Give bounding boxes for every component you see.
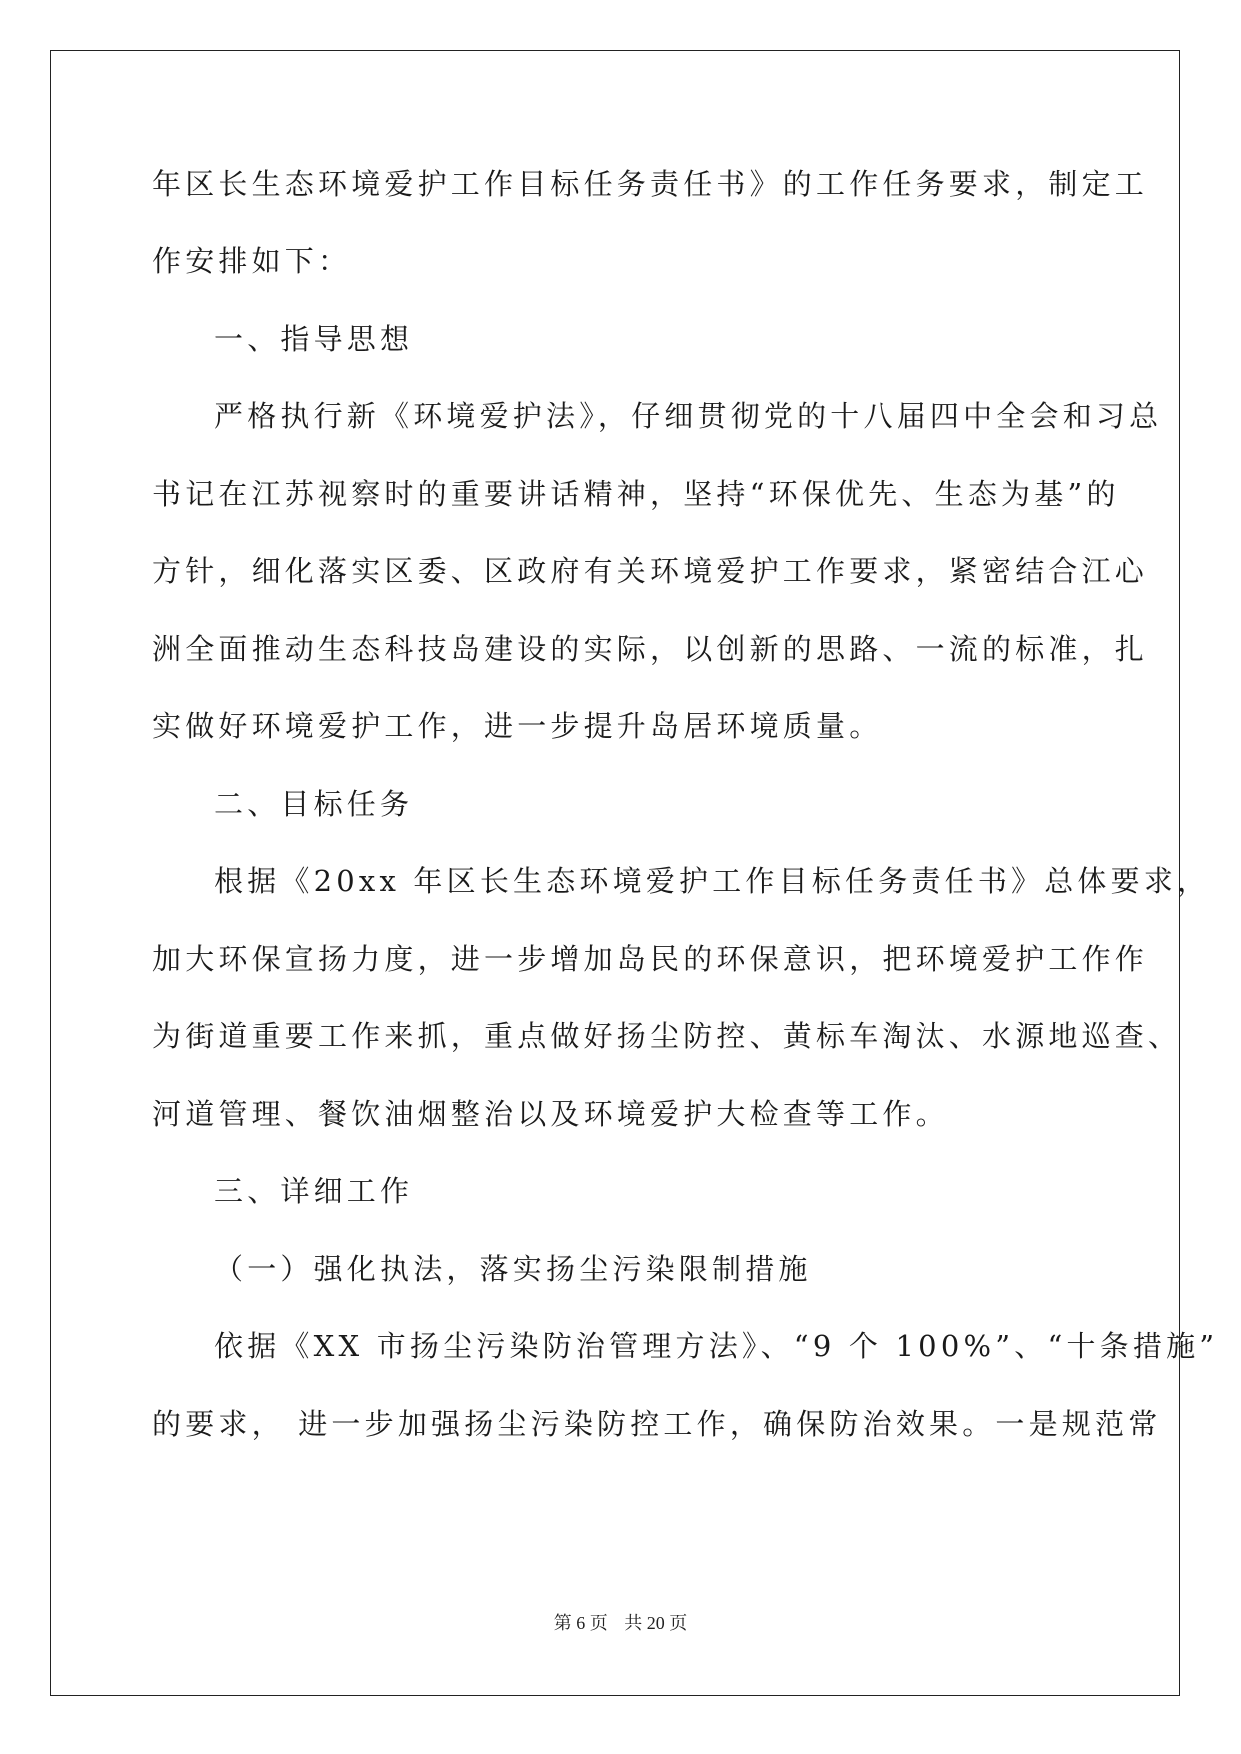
section-heading: 三、详细工作 bbox=[214, 1174, 414, 1208]
text-line: 方针，细化落实区委、区政府有关环境爱护工作要求，紧密结合江心 bbox=[152, 554, 1149, 588]
page-total: 共 20 页 bbox=[624, 1613, 688, 1633]
text-line: 加大环保宣扬力度，进一步增加岛民的环保意识，把环境爱护工作作 bbox=[152, 942, 1149, 976]
text-line: 的要求， 进一步加强扬尘污染防控工作，确保防治效果。一是规范常 bbox=[152, 1407, 1162, 1441]
text-line: 年区长生态环境爱护工作目标任务责任书》的工作任务要求，制定工 bbox=[152, 167, 1149, 201]
text-line: 书记在江苏视察时的重要讲话精神，坚持“环保优先、生态为基”的 bbox=[152, 477, 1120, 511]
page-footer bbox=[0, 1609, 1241, 1635]
section-heading: 二、目标任务 bbox=[214, 787, 414, 821]
text-line: 根据《20xx 年区长生态环境爱护工作目标任务责任书》总体要求， bbox=[214, 864, 1211, 898]
text-line: 严格执行新《环境爱护法》，仔细贯彻党的十八届四中全会和习总 bbox=[214, 399, 1163, 433]
text-line: 作安排如下： bbox=[152, 244, 352, 278]
subsection-heading: （一）强化执法，落实扬尘污染限制措施 bbox=[214, 1252, 812, 1286]
text-line: 实做好环境爱护工作，进一步提升岛居环境质量。 bbox=[152, 709, 883, 743]
section-heading: 一、指导思想 bbox=[214, 322, 414, 356]
text-line: 河道管理、餐饮油烟整治以及环境爱护大检查等工作。 bbox=[152, 1097, 949, 1131]
page-number: 第 6 页 bbox=[553, 1613, 608, 1633]
text-line: 为街道重要工作来抓，重点做好扬尘防控、黄标车淘汰、水源地巡查、 bbox=[152, 1019, 1182, 1053]
text-line: 洲全面推动生态科技岛建设的实际，以创新的思路、一流的标准，扎 bbox=[152, 632, 1149, 666]
text-line: 依据《XX 市扬尘污染防治管理方法》、“9 个 100%”、“十条措施” bbox=[214, 1329, 1219, 1363]
